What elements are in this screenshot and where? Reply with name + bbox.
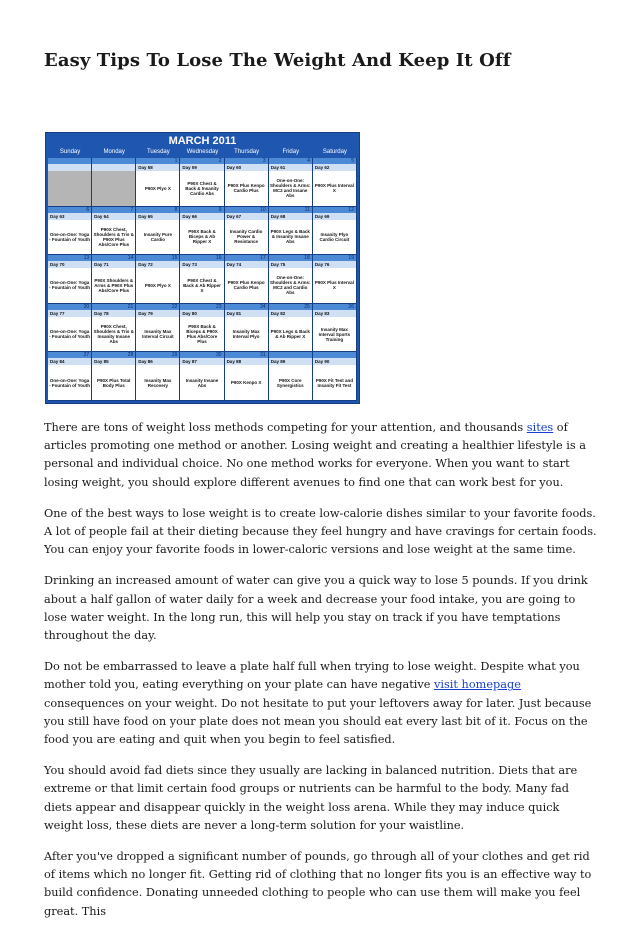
- program-day: Day 79: [136, 310, 180, 317]
- workout-cell: P90X Chest, Shoulders & Tris & Insanity Insane Abs: [92, 317, 136, 353]
- date-number: 8: [136, 207, 180, 213]
- program-day: Day 61: [269, 164, 313, 171]
- program-day-row: [48, 261, 357, 268]
- workout-cell: P90X Back & Biceps & Ab Ripper X: [180, 220, 224, 256]
- weekday-label: Wednesday: [186, 149, 219, 155]
- workout-cell: Insanity Pure Cardio: [136, 220, 180, 256]
- date-number: 30: [180, 352, 224, 358]
- paragraph-text: of articles promoting one method or another. Losing weight and creating a healthier lifestyle is a personal and individual choice. No one method works for everyone. When you want to start losing weight, you should explore different avenues to find one that can work best for you.: [44, 421, 586, 489]
- weekday-label: Sunday: [59, 149, 81, 155]
- program-day: Day 62: [313, 164, 357, 171]
- program-day: Day 63: [48, 213, 92, 220]
- program-day: Day 85: [92, 358, 136, 365]
- workout-row: [48, 365, 357, 401]
- program-day: Day 60: [225, 164, 269, 171]
- workout-cell: [92, 171, 136, 207]
- workout-row: [48, 220, 357, 256]
- program-day: Day 89: [269, 358, 313, 365]
- article-paragraph: [44, 658, 599, 749]
- calendar-grid: [48, 158, 357, 401]
- date-number: 11: [269, 207, 313, 213]
- program-day-row: [48, 358, 357, 365]
- date-number: 16: [180, 255, 224, 261]
- date-number: 9: [180, 207, 224, 213]
- date-number: 12: [313, 207, 357, 213]
- program-day: Day 59: [180, 164, 224, 171]
- workout-cell: P90X Plus Total Body Plus: [92, 365, 136, 401]
- program-day: Day 86: [136, 358, 180, 365]
- program-day: Day 75: [269, 261, 313, 268]
- article-paragraph: [44, 572, 599, 645]
- page-title: Easy Tips To Lose The Weight And Keep It Off: [44, 50, 511, 71]
- weekday-label: Thursday: [234, 149, 260, 155]
- paragraph-text: Do not be embarrassed to leave a plate half full when trying to lose weight. Despite what you mother told you, eating everything on your plate can have negative: [44, 660, 580, 692]
- workout-cell: One-on-One: Yoga - Fountain of Youth: [48, 268, 92, 304]
- program-day: Day 58: [136, 164, 180, 171]
- program-day: [48, 164, 92, 171]
- workout-cell: P90X Fit Test and Insanity Fit Test: [313, 365, 357, 401]
- date-number: 4: [269, 158, 313, 164]
- workout-cell: P90X Plus Kenpo Cardio Plus: [225, 171, 269, 207]
- date-number: 27: [48, 352, 92, 358]
- workout-cell: P90X Legs & Back & Insanity Insane Abs: [269, 220, 313, 256]
- date-number: 26: [313, 304, 357, 310]
- program-day: Day 88: [225, 358, 269, 365]
- calendar-weekday-header: [48, 148, 357, 157]
- calendar-week: [48, 304, 357, 353]
- program-day: Day 77: [48, 310, 92, 317]
- workout-cell: P90X Core Synergistics: [269, 365, 313, 401]
- date-number: 22: [136, 304, 180, 310]
- workout-cell: One-on-One: Yoga - Fountain of Youth: [48, 365, 92, 401]
- inline-link[interactable]: sites: [526, 421, 554, 434]
- workout-cell: P90X Plus Kenpo Cardio Plus: [225, 268, 269, 304]
- workout-cell: One-on-One: Shoulders & Arms: MC2 and Cardio Abs: [269, 268, 313, 304]
- program-day: Day 70: [48, 261, 92, 268]
- date-number: 17: [225, 255, 269, 261]
- date-number: 2: [180, 158, 224, 164]
- workout-cell: P90X Back & Biceps & P90X Plus Abs/Core Plus: [180, 317, 224, 353]
- paragraph-text: After you've dropped a significant number of pounds, go through all of your clothes and get rid of items which no longer fit. Getting rid of clothing that no longer fits you is an effective way to build confidence. Donating unneeded clothing to people who can use them will make you feel great. This: [44, 850, 592, 918]
- program-day: Day 67: [225, 213, 269, 220]
- workout-cell: P90X Chest, Shoulders & Tris & P90X Plus Abs/Core Plus: [92, 220, 136, 256]
- workout-cell: Insanity Plyo Cardio Circuit: [313, 220, 357, 256]
- date-number: 18: [269, 255, 313, 261]
- article-paragraph: [44, 762, 599, 835]
- program-day-row: [48, 310, 357, 317]
- workout-cell: [48, 171, 92, 207]
- workout-row: [48, 268, 357, 304]
- program-day: Day 71: [92, 261, 136, 268]
- program-day: Day 90: [313, 358, 357, 365]
- calendar-image: [45, 132, 360, 404]
- workout-cell: P90X Chest & Back & Ab Ripper X: [180, 268, 224, 304]
- workout-cell: One-on-One: Yoga - Fountain of Youth: [48, 220, 92, 256]
- calendar-week: [48, 158, 357, 207]
- workout-row: [48, 171, 357, 207]
- workout-cell: P90X Kenpo X: [225, 365, 269, 401]
- program-day-row: [48, 164, 357, 171]
- program-day: Day 87: [180, 358, 224, 365]
- date-number: 19: [313, 255, 357, 261]
- weekday-label: Tuesday: [146, 149, 170, 155]
- workout-cell: P90X Shoulders & Arms & P90X Plus Abs/Core Plus: [92, 268, 136, 304]
- program-day: Day 64: [92, 213, 136, 220]
- program-day: Day 76: [313, 261, 357, 268]
- workout-cell: One-on-One: Shoulders & Arms: MC2 and Insane Abs: [269, 171, 313, 207]
- date-number: 15: [136, 255, 180, 261]
- program-day: [92, 164, 136, 171]
- workout-cell: One-on-One: Yoga - Fountain of Youth: [48, 317, 92, 353]
- workout-cell: P90X Plyo X: [136, 171, 180, 207]
- paragraph-text: You should avoid fad diets since they usually are lacking in balanced nutrition. Diets that are extreme or that limit certain food groups or nutrients can be harmful to the body. Many fad diets appear and disappear quickly in the weight loss arena. While they may induce quick weight loss, these diets are never a long-term solution for your waistline.: [44, 764, 578, 832]
- date-number: 23: [180, 304, 224, 310]
- article-paragraph: [44, 848, 599, 921]
- date-number: 6: [48, 207, 92, 213]
- article-paragraph: [44, 419, 599, 492]
- date-number: 29: [136, 352, 180, 358]
- calendar-week: [48, 255, 357, 304]
- program-day: Day 65: [136, 213, 180, 220]
- program-day: Day 84: [48, 358, 92, 365]
- date-number: 24: [225, 304, 269, 310]
- inline-link[interactable]: visit homepage: [434, 678, 521, 692]
- program-day: Day 78: [92, 310, 136, 317]
- calendar-week: [48, 352, 357, 401]
- workout-cell: P90X Chest & Back & Insanity Cardio Abs: [180, 171, 224, 207]
- program-day: Day 69: [313, 213, 357, 220]
- weekday-label: Monday: [103, 149, 125, 155]
- date-number: 3: [225, 158, 269, 164]
- workout-cell: Insanity Max Interval Plyo: [225, 317, 269, 353]
- date-number: 10: [225, 207, 269, 213]
- program-day: Day 66: [180, 213, 224, 220]
- paragraph-text: One of the best ways to lose weight is to create low-calorie dishes similar to your favorite foods. A lot of people fail at their dieting because they feel hungry and have cravings for certain foods. You can enjoy your favorite foods in lower-caloric versions and lose weight at the same time.: [44, 506, 597, 557]
- program-day: Day 74: [225, 261, 269, 268]
- date-number: 31: [225, 352, 269, 358]
- program-day: Day 80: [180, 310, 224, 317]
- program-day: Day 82: [269, 310, 313, 317]
- date-number: 28: [92, 352, 136, 358]
- workout-cell: P90X Plus Interval X: [313, 171, 357, 207]
- workout-row: [48, 317, 357, 353]
- workout-cell: Insanity Insane Abs: [180, 365, 224, 401]
- weekday-label: Friday: [282, 149, 300, 155]
- calendar-week: [48, 207, 357, 256]
- date-number: 1: [136, 158, 180, 164]
- article-paragraph: [44, 505, 599, 560]
- calendar-title: MARCH 2011: [168, 135, 237, 147]
- date-number: 5: [313, 158, 357, 164]
- program-day: Day 72: [136, 261, 180, 268]
- date-number: 20: [48, 304, 92, 310]
- workout-cell: Insanity Max Recovery: [136, 365, 180, 401]
- program-day: Day 83: [313, 310, 357, 317]
- paragraph-text: Drinking an increased amount of water can give you a quick way to lose 5 pounds. If you drink about a half gallon of water daily for a week and decrease your food intake, you are going to lose water weight. In the long run, this will help you stay on track if you have temptations throughout the day.: [44, 574, 588, 643]
- program-day: Day 68: [269, 213, 313, 220]
- paragraph-text: consequences on your weight. Do not hesitate to put your leftovers away for later. Just because you still have food on your plate does not mean you should eat every last bit of it. Focus on the food you are eating and quit when you begin to feel satisfied.: [44, 696, 592, 747]
- workout-cell: Insanity Cardio Power & Resistance: [225, 220, 269, 256]
- date-number: 14: [92, 255, 136, 261]
- workout-cell: Insanity Max Interval Circuit: [136, 317, 180, 353]
- program-day: Day 81: [225, 310, 269, 317]
- workout-cell: P90X Plus Interval X: [313, 268, 357, 304]
- program-day-row: [48, 213, 357, 220]
- paragraph-text: There are tons of weight loss methods competing for your attention, and thousands: [44, 421, 527, 434]
- date-number: 25: [269, 304, 313, 310]
- workout-cell: P90X Plyo X: [136, 268, 180, 304]
- workout-cell: P90X Legs & Back & Ab Ripper X: [269, 317, 313, 353]
- date-number: 21: [92, 304, 136, 310]
- date-number: 13: [48, 255, 92, 261]
- article-body: [44, 419, 599, 934]
- weekday-label: Saturday: [322, 149, 347, 155]
- workout-cell: Insanity Max Interval Sports Training: [313, 317, 357, 353]
- date-number: 7: [92, 207, 136, 213]
- program-day: Day 73: [180, 261, 224, 268]
